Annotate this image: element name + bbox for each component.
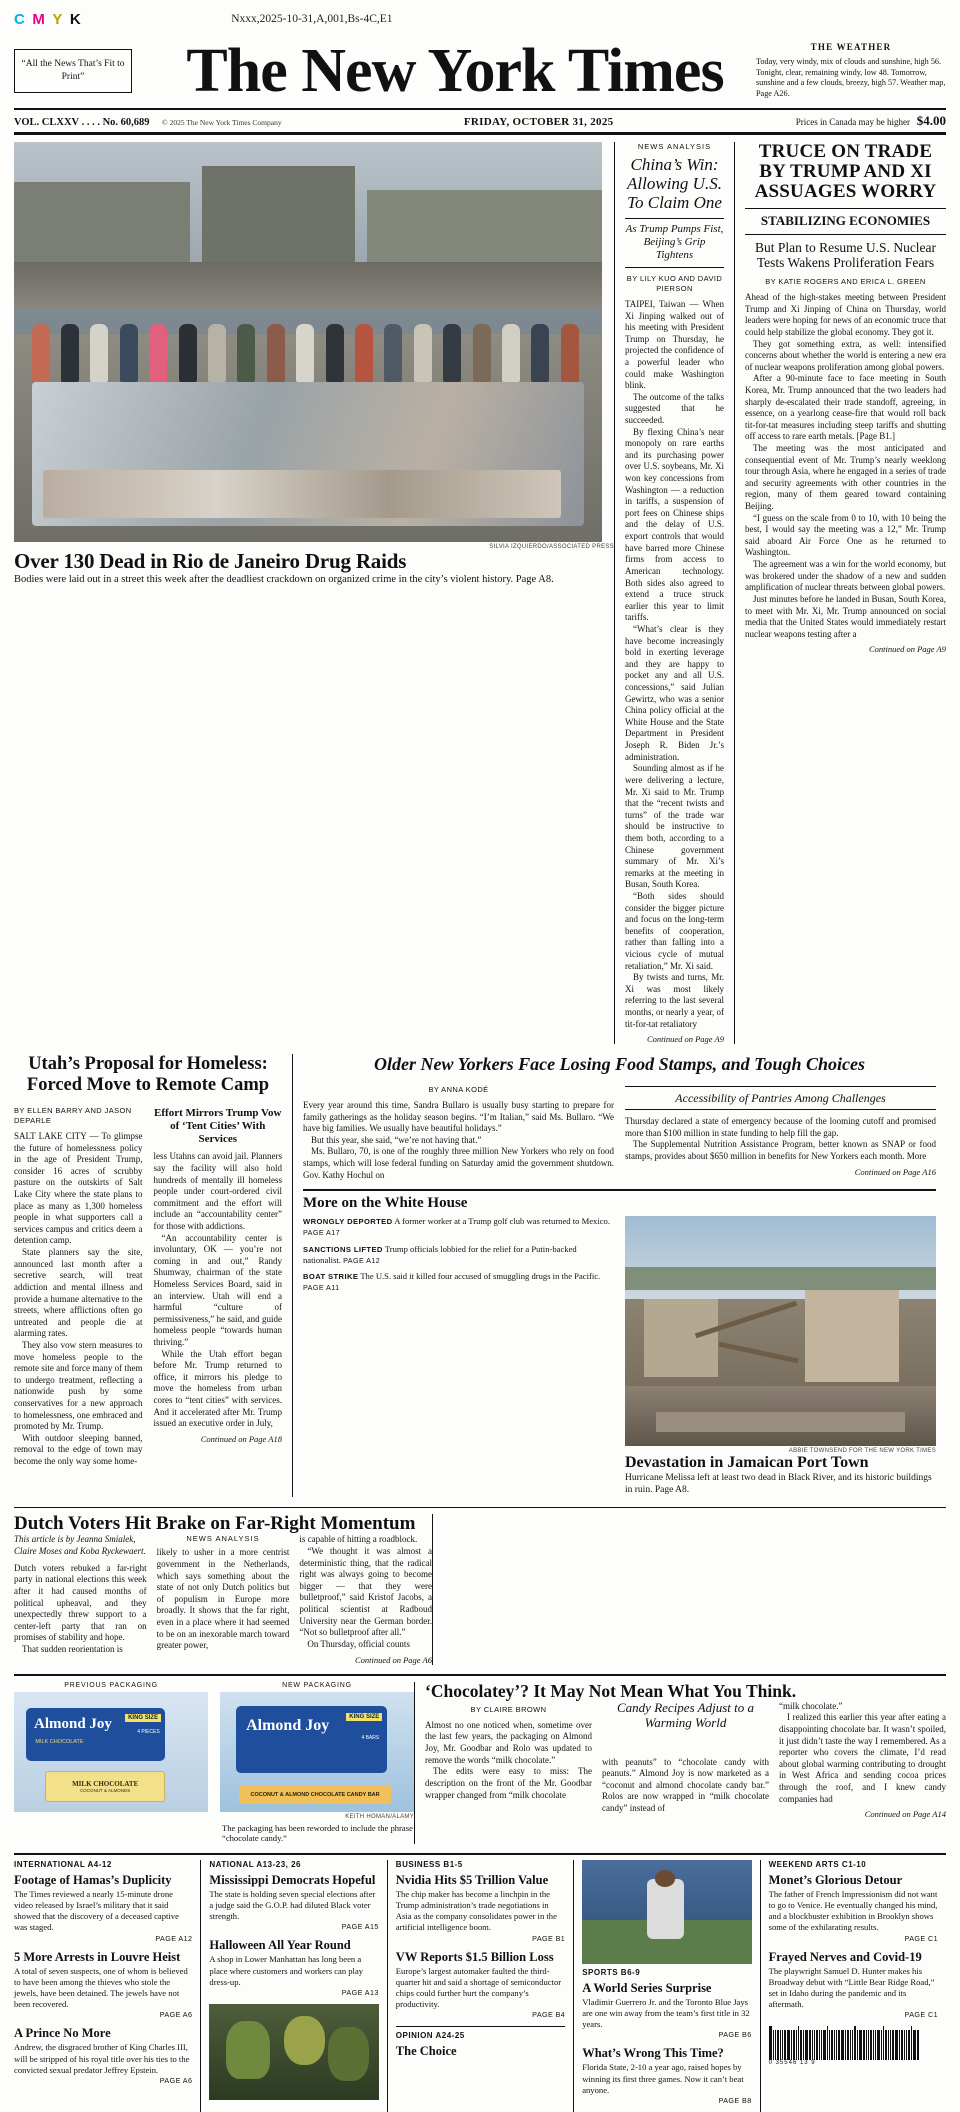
section-title: SPORTS B6-9: [582, 1967, 641, 1977]
second-news-band: [14, 1054, 946, 1496]
dutch-body-col1: [14, 1563, 147, 1656]
dutch-kicker: NEWS ANALYSIS: [186, 1534, 260, 1544]
motto-box: “All the News That’s Fit to Print”: [14, 49, 132, 93]
digest-item[interactable]: [303, 1244, 614, 1266]
candy-body-col2: [602, 1757, 769, 1815]
barcode-number: 0 35546 13 9: [768, 2060, 816, 2067]
sports-thumbnail: [582, 1860, 751, 1964]
jamaica-photo: [625, 1216, 936, 1446]
china-continued[interactable]: Continued on Page A9: [646, 1034, 724, 1045]
lead-photo: [14, 142, 602, 542]
paragraph: “We thought it was almost a deterministic thing, that the radical right was always going to become bigger — that they were bulletproof,” said Kristof Jacobs, a political scientist at Radboud University near the German border. “Not so bulletproof after all.”: [299, 1546, 432, 1638]
candy-photos: [14, 1682, 414, 1844]
digest-text: A former worker at a Trump golf club was returned to Mexico.: [394, 1216, 610, 1227]
index-item[interactable]: [209, 1873, 378, 1932]
index-headline: The Choice: [395, 2044, 457, 2059]
folio-line: [0, 110, 960, 132]
digest-item[interactable]: [303, 1271, 614, 1293]
index-headline: Mississippi Democrats Hopeful: [209, 1872, 376, 1887]
barcode: [769, 2026, 938, 2060]
utah-subdeck: Effort Mirrors Trump Vow of ‘Tent Cities’ With Services: [154, 1106, 282, 1146]
index-page: PAGE A6: [159, 2010, 193, 2020]
digest-text: The U.S. said it killed four accused of smuggling drugs in the Pacific.: [360, 1270, 601, 1281]
paragraph: likely to usher in a more centrist government in the Netherlands, which says something about the state of not only Dutch politics but of populism in Europe more broadly. It shows that the far right, even in a place where it had seemed to be on an inexorable march toward greater power,: [156, 1547, 290, 1651]
food-continued[interactable]: Continued on Page A16: [854, 1166, 936, 1177]
cmyk-y: Y: [52, 10, 63, 28]
paragraph: Every year around this time, Sandra Bullaro is usually busy starting to prepare for family gatherings as the holiday season begins. “I’m Italian,” said Ms. Bullaro. “We have big families. We usually have beautiful holidays.”: [303, 1099, 614, 1134]
paragraph: is capable of hitting a roadblock.: [299, 1534, 418, 1545]
index-headline: Footage of Hamas’s Duplicity: [14, 1872, 172, 1887]
index-headline: A Prince No More: [14, 2026, 111, 2041]
more-white-house-title: More on the White House: [303, 1195, 468, 1212]
china-byline: BY LILY KUO AND DAVID PIERSON: [626, 273, 723, 293]
main-deck-2: But Plan to Resume U.S. Nuclear Tests Wakens Proliferation Fears: [745, 234, 946, 271]
folio-rule: [14, 132, 946, 135]
candy-band: [14, 1674, 946, 1844]
paragraph: The Supplemental Nutrition Assistance Program, better known as SNAP or food stamps, provides about $650 million in benefits for New Yorkers each month. More: [625, 1139, 936, 1162]
digest-lead: SANCTIONS LIFTED: [303, 1244, 383, 1254]
index-page: PAGE A6: [159, 2075, 193, 2085]
new-packaging-photo: [220, 1692, 414, 1812]
paragraph: The edits were easy to miss: The description on the front of the Mr. Goodbar wrapper changed from “milk chocolate: [425, 1766, 592, 1800]
index-item[interactable]: [582, 2046, 751, 2105]
index-headline: Nvidia Hits $5 Trillion Value: [395, 1872, 549, 1887]
food-body-col2: [625, 1116, 936, 1162]
index-headline: VW Reports $1.5 Billion Loss: [395, 1949, 554, 1964]
paragraph: By flexing China’s near monopoly on rare earths and its purchasing power over U.S. soybeans, Mr. Xi won key concessions from Washington — a reduction in tariffs, a suspension of port fees on Chinese ships and the delay of U.S. export controls that would have barred more Chinese firms from access to American technology. Both sides also agreed to extend a truce struck earlier this year to limit tariffs.: [625, 426, 724, 623]
jamaica-photo-block: [625, 1216, 936, 1496]
digest-page: PAGE A12: [343, 1255, 381, 1265]
volume-number: VOL. CLXXV . . . . No. 60,689: [14, 117, 150, 128]
dutch-headline: Dutch Voters Hit Brake on Far-Right Momentum: [14, 1512, 416, 1534]
index-opinion[interactable]: [396, 2026, 565, 2058]
paragraph: Ahead of the high-stakes meeting between President Trump and Xi Jinping of China on Thursday, world leaders were hoping for news of an economic truce that could help stabilize the global economy. They got it.: [745, 292, 946, 337]
digest-item[interactable]: [303, 1216, 614, 1238]
newspaper-nameplate: The New York Times: [186, 37, 724, 105]
index-item[interactable]: [396, 1950, 565, 2020]
candy-photo-credit: KEITH HOMAN/ALAMY: [345, 1813, 414, 1820]
candy-story: [414, 1682, 946, 1844]
halloween-thumbnail: [209, 2004, 378, 2100]
digest-lead: BOAT STRIKE: [303, 1271, 359, 1281]
edition-slug: Nxxx,2025-10-31,A,001,Bs-4C,E1: [231, 13, 393, 25]
pack-brand-old: Almond Joy: [34, 1715, 112, 1732]
index-item[interactable]: [396, 1873, 565, 1943]
masthead: [0, 37, 960, 105]
paragraph: They also vow stern measures to move homeless people to the remote site and force many of them to undergo treatment, reflecting a nationwide push by some conservatives for a new approach to homelessness, one embraced and promoted by Mr. Trump.: [14, 1339, 143, 1432]
digest-page: PAGE A17: [303, 1228, 341, 1238]
index-weekend-arts: [760, 1860, 946, 2112]
section-title: BUSINESS B1-5: [395, 1859, 463, 1869]
paragraph: “Both sides should consider the bigger picture and focus on the long-term benefits of cooperation, rather than falling into a vicious cycle of mutual retaliation,” Mr. Xi said.: [625, 890, 724, 971]
candy-caption: The packaging has been reworded to include the phrase “chocolate candy.”: [222, 1822, 413, 1844]
utah-body-col2: [154, 1151, 283, 1430]
lead-caption: Bodies were laid out in a street this week after the deadliest crackdown on organized crime in the city’s violent history. Page A8.: [14, 574, 554, 586]
candy-body-col1: [425, 1720, 592, 1801]
paragraph: Almost no one noticed when, sometime over the last few years, the packaging on Almond Joy, Mr. Goodbar and Rolo was updated to remove the words “milk chocolate.”: [425, 1719, 592, 1765]
index-page: PAGE A12: [155, 1933, 193, 1943]
index-page: PAGE C1: [904, 2010, 938, 2020]
paragraph: “I guess on the scale from 0 to 10, with 10 being the best, I would say the meeting was a 12,” Mr. Trump said aboard Air Force One as he returned to Washington.: [745, 512, 946, 558]
main-deck-1: STABILIZING ECONOMIES: [745, 208, 946, 229]
food-byline: BY ANNA KODÉ: [428, 1084, 489, 1094]
index-body: The Times reviewed a nearly 15-minute drone video released by Israel’s military that it said showed that the discovery of a deceased captive was staged.: [14, 1888, 179, 1933]
index-body: Florida State, 2-10 a year ago, raised hopes by winning its first three games. Now it can’t beat anyone.: [582, 2062, 744, 2095]
pack-strip-new: COCONUT & ALMOND CHOCOLATE CANDY BAR: [250, 1791, 380, 1798]
paragraph: The meeting was the most anticipated and consequential event of Mr. Trump’s nearly weeklong tour through Asia, where he engaged in a series of trade and security agreements with other countries in the region, many of them geared toward containing Beijing.: [745, 443, 946, 512]
newsstand-price: $4.00: [916, 113, 946, 128]
index-page: PAGE A13: [341, 1988, 379, 1997]
lead-photo-story: [14, 142, 614, 1044]
lead-headline: Over 130 Dead in Rio de Janeiro Drug Raids: [14, 549, 407, 573]
weather-text: Today, very windy, mix of clouds and sunshine, high 56. Tonight, clear, remaining windy, low 48. Tomorrow, sunshine and a few clouds, breezy, high 57. Weather map, Page A26.: [756, 56, 946, 99]
candy-byline: BY CLAIRE BROWN: [470, 1704, 547, 1714]
digest-page: PAGE A11: [303, 1283, 340, 1293]
paragraph: Just minutes before he landed in Busan, South Korea, to meet with Mr. Xi, Mr. Trump announced on social media that the United States would immediately restart nuclear weapons testing after a: [745, 593, 946, 639]
lead-photo-credit: SILVIA IZQUIERDO/ASSOCIATED PRESS: [489, 544, 614, 550]
section-index: [14, 1853, 946, 2112]
index-body: Andrew, the disgraced brother of King Charles III, will be stripped of his royal title over his ties to the convicted sexual predator Jeffrey Epstein.: [14, 2042, 190, 2075]
index-body: The chip maker has become a linchpin in the Trump administration’s trade negotiations in Asia as the company consolidates power in the artificial intelligence boom.: [395, 1888, 557, 1933]
paragraph: TAIPEI, Taiwan — When Xi Jinping walked out of his meeting with President Trump on Thursday, he projected the confidence of a powerful leader who could make Washington blink.: [625, 298, 724, 391]
index-item[interactable]: [769, 1873, 938, 1943]
previous-packaging-label: PREVIOUS PACKAGING: [64, 1681, 158, 1689]
index-headline: Monet’s Glorious Detour: [768, 1872, 903, 1887]
index-page: PAGE B1: [532, 1933, 566, 1943]
index-national: [200, 1860, 386, 2112]
dutch-band-right-spacer: [432, 1514, 946, 1665]
dutch-band: [14, 1507, 946, 1665]
section-title: INTERNATIONAL A4-12: [14, 1859, 112, 1869]
index-item[interactable]: [769, 1950, 938, 2020]
top-news-area: [14, 142, 946, 1044]
index-item[interactable]: [582, 1981, 751, 2040]
index-page: PAGE B4: [532, 2010, 566, 2020]
cmyk-c: C: [14, 10, 26, 28]
index-headline: Frayed Nerves and Covid-19: [768, 1949, 922, 1964]
cmyk-marks: [14, 11, 81, 28]
paragraph: Thursday declared a state of emergency because of the looming cutoff and promised more than $100 million in state funding to help fill the gap.: [625, 1116, 936, 1138]
index-international: [14, 1860, 200, 2112]
price-note: Prices in Canada may be higher: [795, 117, 910, 127]
dutch-body-col2: [157, 1547, 290, 1651]
jamaica-caption: Hurricane Melissa left at least two dead in Black River, and its historic buildings in ruin. Page A8.: [625, 1473, 932, 1496]
index-item[interactable]: [14, 1950, 192, 2020]
issue-date: FRIDAY, OCTOBER 31, 2025: [463, 116, 614, 128]
cmyk-m: M: [32, 10, 46, 28]
paragraph: That sudden reorientation is: [22, 1644, 123, 1655]
index-headline: A World Series Surprise: [582, 1980, 712, 1995]
pack-brand-new: Almond Joy: [246, 1716, 330, 1734]
paragraph: They got something extra, as well: intensified concerns about whether the world is entering a new era of nuclear weapons proliferation among global powers.: [745, 338, 946, 372]
index-headline: Halloween All Year Round: [209, 1938, 351, 1953]
index-page: PAGE B8: [718, 2096, 752, 2105]
food-stamps-story: [292, 1054, 946, 1496]
index-body: A shop in Lower Manhattan has long been a place where customers and workers can play dress-up.: [209, 1954, 364, 1987]
utah-homeless-story: [14, 1054, 292, 1496]
index-page: PAGE A15: [341, 1922, 379, 1932]
utah-continued[interactable]: Continued on Page A18: [200, 1433, 282, 1444]
paragraph: “An accountability center is involuntary, OK — you’re not coming in and out,” Randy Shumway, chairman of the state Homeless Services Board, said in an interview. Utah will end a harmful “culture of permissiveness,” he said, and guide homeless people “towards human thriving.”: [153, 1232, 282, 1348]
main-body: [745, 292, 946, 640]
paragraph: The agreement was a win for the world economy, but was brokered under the shadow of a new and sudden amplification of nuclear threats between global powers.: [745, 559, 946, 593]
more-white-house-box: [303, 1189, 936, 1496]
main-headline: TRUCE ON TRADE BY TRUMP AND XI ASSUAGES WORRY: [754, 141, 937, 203]
index-headline: 5 More Arrests in Louvre Heist: [14, 1949, 181, 1964]
section-title: WEEKEND ARTS C1-10: [768, 1859, 867, 1869]
jamaica-photo-credit: ABBIE TOWNSEND FOR THE NEW YORK TIMES: [788, 1448, 936, 1455]
paragraph: By twists and turns, Mr. Xi was most likely referring to the last several months, or nearly a year, of tit-for-tat retaliatory: [625, 972, 724, 1029]
paragraph: “milk chocolate.”: [779, 1700, 843, 1711]
candy-continued[interactable]: Continued on Page A14: [864, 1809, 946, 1820]
index-body: Europe’s largest automaker faulted the third-quarter hit and said a shortage of semiconductor chips could further hurt the company’s productivity.: [395, 1965, 562, 2010]
candy-body-col3: [779, 1701, 946, 1805]
index-body: The father of French Impressionism did not want to go to Venice. He eventually changed his mind, and a blockbuster exhibition in Brooklyn shows some of the exhilarating results.: [768, 1888, 938, 1933]
trade-truce-story: [734, 142, 946, 1044]
utah-byline: BY ELLEN BARRY AND JASON DEPARLE: [14, 1105, 132, 1125]
digest-text: Trump officials lobbied for the relief for a Putin-backed nationalist.: [303, 1243, 577, 1265]
paragraph: With outdoor sleeping banned, removal to the edge of town may become the only way some home-: [14, 1432, 143, 1467]
weather-box: [756, 42, 946, 100]
pack-pieces-new: 4 BARS: [361, 1735, 380, 1742]
china-subhead: As Trump Pumps Fist, Beijing’s Grip Tightens: [625, 218, 724, 268]
dutch-continued[interactable]: Continued on Page A6: [354, 1654, 432, 1665]
dutch-story: [14, 1514, 432, 1665]
paragraph: Dutch voters rebuked a far-right party in national elections this week after it had caused months of political upheaval, and they unexpectedly threw support to a center-left party that ran on promises of stability and hope.: [14, 1562, 147, 1643]
pack-pieces-old: 4 PIECES: [137, 1729, 160, 1736]
news-analysis-kicker: NEWS ANALYSIS: [637, 142, 712, 151]
copyright-line: © 2025 The New York Times Company: [162, 118, 282, 127]
dutch-intro: This article is by Jeanna Smialek, Claire Moses and Koba Ryckewaert.: [14, 1534, 146, 1557]
utah-body-col1: [14, 1131, 143, 1468]
dutch-body-col3: [299, 1534, 432, 1650]
pack-strip-old: MILK CHOCOLATE: [72, 1779, 139, 1788]
jamaica-headline: Devastation in Jamaican Port Town: [625, 1454, 869, 1472]
paragraph: Sounding almost as if he were delivering a lecture, Mr. Xi said to Mr. Trump that the “recent twists and turns” of the trade war should be instructive to them both, according to a Chinese government summary of Mr. Xi’s remarks at the meeting in Busan, South Korea.: [625, 763, 724, 890]
index-page: PAGE B6: [718, 2030, 752, 2040]
section-title: NATIONAL A13-23, 26: [209, 1859, 301, 1869]
paragraph: SALT LAKE CITY — To glimpse the future of homelessness policy in the age of President Trump, consider 16 acres of scrubby pasture on the outskirts of Salt Lake City where the state plans to place as many as 1,300 homeless people in what supporters call a services campus and critics deem a detention camp.: [14, 1130, 143, 1246]
section-title: OPINION A24-25: [395, 2031, 465, 2041]
pack-sub-old: MILK CHOCOLATE: [35, 1738, 84, 1745]
index-headline: What’s Wrong This Time?: [582, 2046, 724, 2061]
main-continued[interactable]: Continued on Page A9: [868, 644, 946, 655]
food-subdeck: Accessibility of Pantries Among Challenges: [625, 1086, 936, 1110]
previous-packaging-photo: [14, 1692, 208, 1812]
paragraph: After a 90-minute face to face meeting in South Korea, Mr. Trump announced that the two leaders had sharply de-escalated their trade standoff, agreeing, in essence, on a yearlong cease-fire that would roll back tit-for-tat measures including steep tariffs and shutting off access to rare earth metals. [Page B1.]: [745, 373, 946, 442]
index-body: A total of seven suspects, one of whom is believed to have been among the thieves who stole the jewels, have been detained. The jewels have not been recovered.: [14, 1965, 188, 2010]
pack-strip2-old: COCONUT & ALMONDS: [80, 1787, 131, 1793]
index-body: The state is holding seven special elections after a judge said the G.O.P. had diluted Black voter strength.: [209, 1888, 376, 1922]
index-item[interactable]: [209, 1938, 378, 1997]
pack-size-old: KING SIZE: [125, 1714, 161, 1722]
index-item[interactable]: [14, 1873, 192, 1943]
utah-headline: Utah’s Proposal for Homeless: Forced Move to Remote Camp: [26, 1054, 270, 1096]
index-body: The playwright Samuel D. Hunter makes his Broadway debut with “Little Bear Ridge Road,” set in Idaho during the pandemic and its aftermath.: [768, 1965, 935, 2010]
paragraph: State planners say the site, announced last month after a secretive search, will treat addiction and mental illness and provide a humane alternative to the streets, where afflictions often go untreated and people die at alarming rates.: [14, 1247, 143, 1339]
food-body-col1: [303, 1100, 614, 1181]
index-page: PAGE C1: [904, 1933, 938, 1943]
index-item[interactable]: [14, 2026, 192, 2085]
paragraph: with peanuts” to “chocolate candy with peanuts.” Almond Joy is now marketed as a “coconut and almond chocolate candy bar.” Rolos are now wrapped in “milk chocolate candy” instead of: [602, 1756, 769, 1814]
paragraph: While the Utah effort began before Mr. Trump returned to office, it mirrors his pledge to move the homeless from urban cores to “tent cities” with services. And it accelerated after Mr. Trump issued an executive order in July,: [153, 1348, 282, 1429]
food-headline: Older New Yorkers Face Losing Food Stamps, and Tough Choices: [373, 1054, 866, 1075]
china-headline: China’s Win: Allowing U.S. To Claim One: [627, 155, 722, 213]
paragraph: Ms. Bullaro, 70, is one of the roughly three million New Yorkers who rely on food stamps, which will lose federal funding on Saturday amid the government shutdown. Gov. Kathy Hochul on: [303, 1146, 614, 1180]
index-business: [387, 1860, 573, 2112]
candy-subdeck: Candy Recipes Adjust to a Warming World: [617, 1699, 754, 1730]
paragraph: The outcome of the talks suggested that he succeeded.: [625, 391, 724, 425]
index-sports: [573, 1860, 759, 2112]
paragraph: less Utahns can avoid jail. Planners say the facility will also hold hundreds of mentally ill homeless people under court-ordered civil commitment and the effort will include an “accountability center” for those with addictions.: [153, 1151, 282, 1231]
weather-title: THE WEATHER: [810, 41, 892, 52]
barcode-block: [769, 2026, 938, 2066]
digest-lead: WRONGLY DEPORTED: [303, 1217, 393, 1227]
paragraph: On Thursday, official counts: [307, 1638, 410, 1649]
paragraph: But this year, she said, “we’re not having that.”: [311, 1134, 482, 1145]
main-byline: BY KATIE ROGERS AND ERICA L. GREEN: [765, 276, 926, 286]
cmyk-k: K: [69, 10, 82, 28]
china-body: [625, 299, 724, 1030]
index-body: Vladimir Guerrero Jr. and the Toronto Blue Jays are one win away from the team’s first title in 32 years.: [582, 1996, 750, 2030]
registration-bar: [0, 0, 960, 38]
china-analysis-story: [614, 142, 734, 1044]
paragraph: “What’s clear is they have become increasingly bold in exerting leverage and they are happy to pocket any and all U.S. concessions,” said Julian Gewirtz, who was a senior China policy official at the White House and the State Department in President Joseph R. Biden Jr.’s administration.: [625, 623, 724, 762]
pack-size-new: KING SIZE: [346, 1713, 382, 1721]
new-packaging-label: NEW PACKAGING: [282, 1681, 352, 1689]
candy-headline: ‘Chocolatey’? It May Not Mean What You Think.: [425, 1680, 797, 1701]
paragraph: I realized this earlier this year after eating a disappointing chocolate bar. It wasn’t spoiled, it just didn’t taste the way I remembered. As a reporter who covers the climate, I’d read about global warming contributing to drought in West Africa and sending cocoa prices through the roof, and I knew candy companies had: [779, 1712, 946, 1804]
